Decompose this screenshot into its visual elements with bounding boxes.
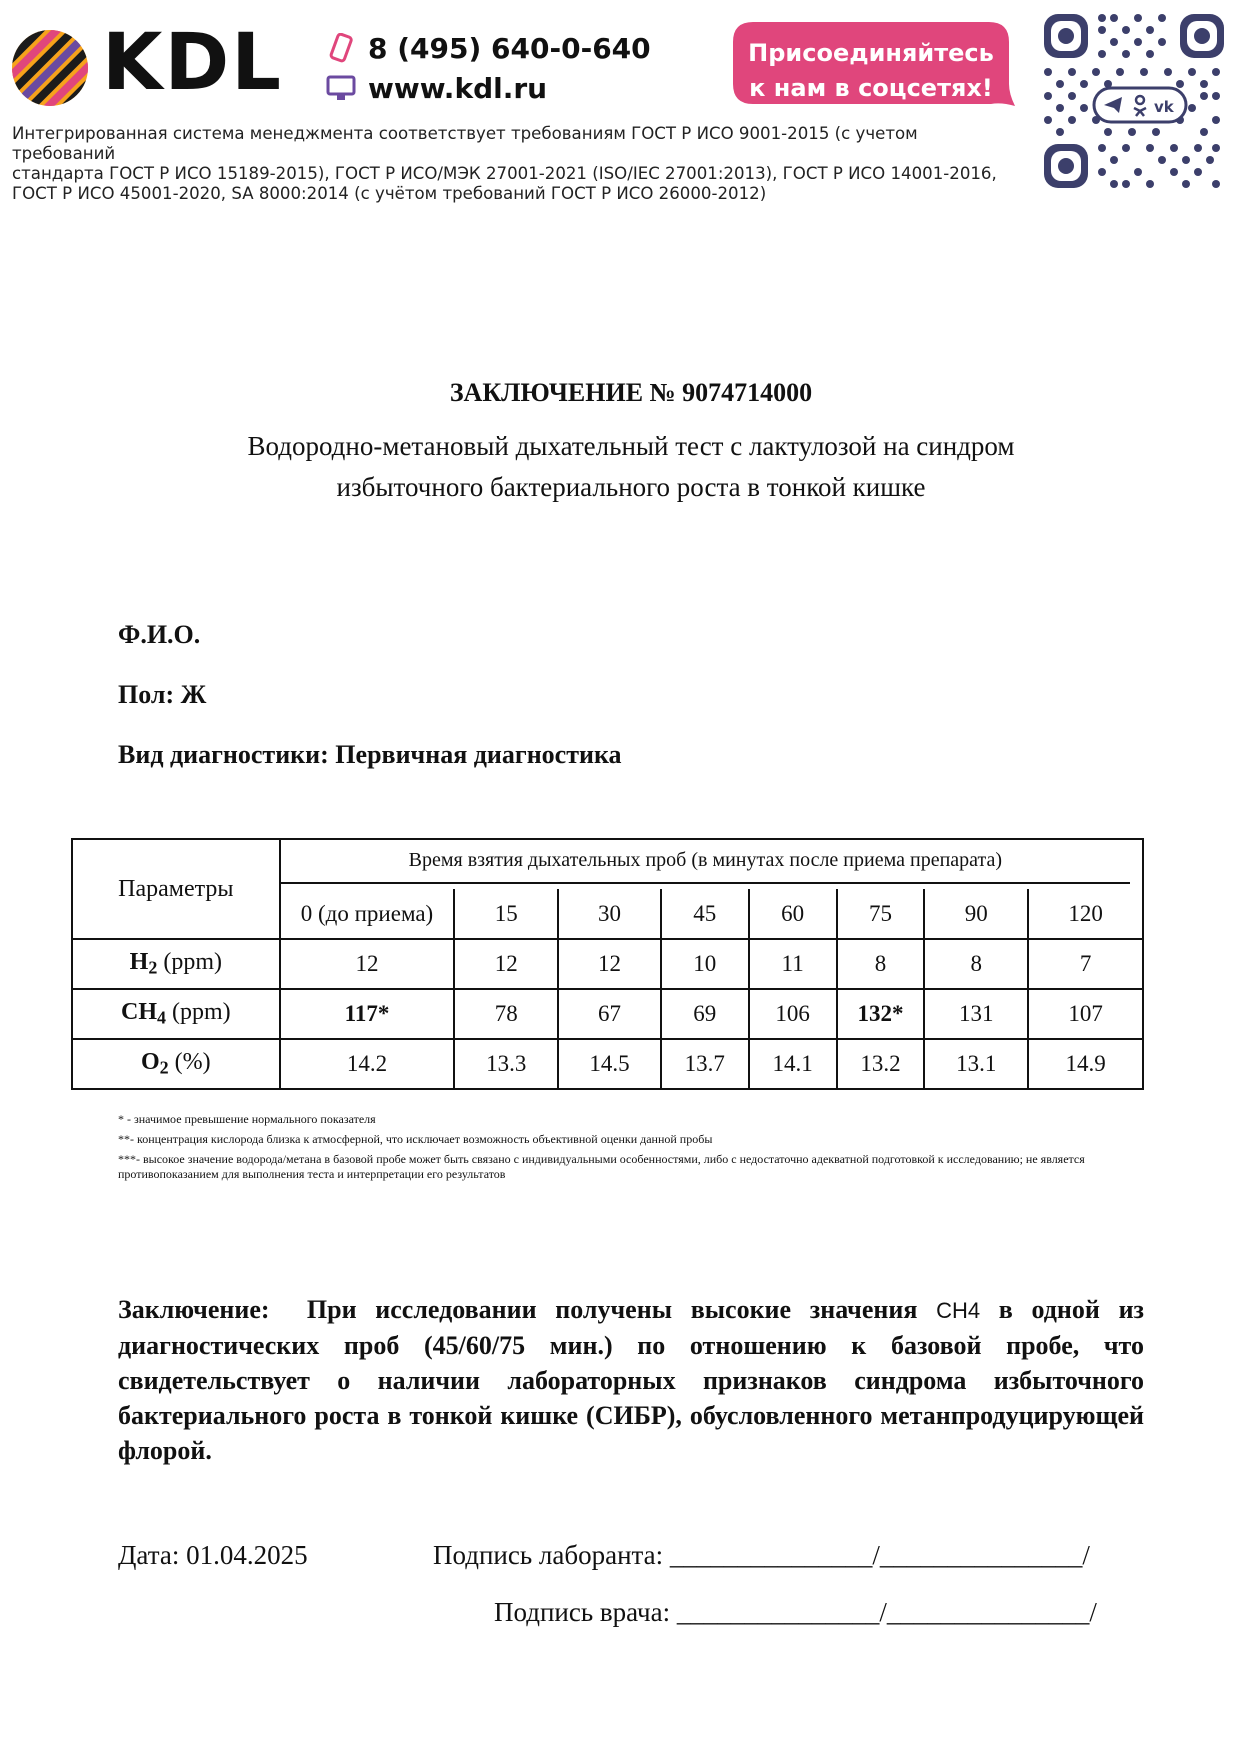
monitor-icon: [326, 73, 356, 103]
results-table: [71, 838, 1144, 1090]
patient-name-label: Ф.И.О.: [118, 620, 201, 649]
row-label-ch4: [72, 989, 280, 1039]
contacts: [326, 28, 651, 108]
label-main: CH: [121, 999, 157, 1026]
doctor-signature-field: Подпись врача: _______________/_______________/: [494, 1597, 1097, 1627]
iso-line-1: Интегрированная система менеджмента соответствует требованиям ГОСТ Р ИСО 9001-2015 (с учетом требований: [12, 124, 918, 163]
label-unit: (ppm): [166, 999, 231, 1026]
logo-text: KDL: [102, 18, 283, 108]
label-sub: 2: [148, 957, 158, 978]
kdl-logo: [10, 18, 283, 108]
params-header: Параметры: [72, 839, 280, 939]
footnote-2: **- концентрация кислорода близка к атмосферной, что исключает возможность объективной оценки данной пробы: [118, 1132, 713, 1146]
value-cell: 14.5: [558, 1039, 661, 1089]
value-cell: 13.2: [837, 1039, 925, 1089]
time-cell: 60: [749, 889, 837, 939]
value-cell: 7: [1028, 939, 1143, 989]
footnote-3: ***- высокое значение водорода/метана в базовой пробе может быть связано с индивидуальными особенностями, либо с недостаточно адекватной подготовкой к исследованию; не является противопоказанием для выполнения теста и интерпретации его результатов: [118, 1152, 1085, 1181]
footnote-1: * - значимое превышение нормального показателя: [118, 1112, 376, 1126]
footnotes: [118, 1112, 1128, 1187]
qr-code[interactable]: [1042, 12, 1226, 190]
time-header: [280, 839, 1143, 889]
social-text: [733, 36, 1009, 106]
time-cell: 30: [558, 889, 661, 939]
value-cell: 69: [661, 989, 749, 1039]
value-cell: 106: [749, 989, 837, 1039]
logo-sphere-icon: [10, 28, 90, 108]
phone-icon: [326, 33, 356, 63]
phone-row[interactable]: [326, 28, 651, 68]
row-label-h2: [72, 939, 280, 989]
value-cell: 14.2: [280, 1039, 455, 1089]
iso-certification-text: [12, 124, 1022, 204]
social-banner[interactable]: [733, 22, 1023, 118]
svg-text:vk: vk: [1154, 98, 1174, 116]
value-cell: 8: [924, 939, 1028, 989]
conclusion-paragraph: [118, 1292, 1144, 1468]
value-cell: 10: [661, 939, 749, 989]
document-title: ЗАКЛЮЧЕНИЕ № 9074714000: [449, 378, 813, 407]
conclusion-label: Заключение:: [118, 1295, 270, 1324]
lab-signature-field: Подпись лаборанта: _______________/_______________/: [433, 1540, 1090, 1570]
value-cell: 13.7: [661, 1039, 749, 1089]
conclusion-ch4: CH4: [936, 1298, 981, 1323]
label-sub: 2: [159, 1057, 169, 1078]
value-cell: 13.3: [454, 1039, 558, 1089]
document-subtitle: [0, 426, 1241, 508]
table-header-row: [72, 839, 1143, 889]
value-cell: 107: [1028, 989, 1143, 1039]
value-cell: 14.1: [749, 1039, 837, 1089]
phone-number[interactable]: 8 (495) 640-0-640: [368, 31, 651, 65]
time-cell: 45: [661, 889, 749, 939]
value-cell: 12: [454, 939, 558, 989]
time-cell: 0 (до приема): [280, 889, 455, 939]
website-link[interactable]: www.kdl.ru: [368, 71, 548, 105]
subtitle-line-1: Водородно-метановый дыхательный тест с лактулозой на синдром: [247, 431, 1015, 461]
diagnostics-type-label: Вид диагностики: Первичная диагностика: [118, 740, 622, 769]
iso-line-3: ГОСТ Р ИСО 45001-2020, SA 8000:2014 (с учётом требований ГОСТ Р ИСО 26000-2012): [12, 184, 767, 203]
time-cell: 15: [454, 889, 558, 939]
time-cell: 120: [1028, 889, 1143, 939]
label-unit: (%): [168, 1049, 211, 1076]
row-label-o2: [72, 1039, 280, 1089]
social-line-2: к нам в соцсетях!: [749, 74, 993, 102]
value-cell: 8: [837, 939, 925, 989]
value-cell: 14.9: [1028, 1039, 1143, 1089]
table-row-h2: [72, 939, 1143, 989]
website-row[interactable]: [326, 68, 651, 108]
value-cell: 12: [558, 939, 661, 989]
conclusion-text-after: в одной из диагностических проб (45/60/75 мин.) по отношению к базовой пробе, что свидетельствует о наличии лабораторных признаков синдрома избыточного бактериального роста в тонкой кишке (СИБР), обусловленного метанпродуцирующей флорой.: [118, 1295, 1144, 1465]
value-cell: 67: [558, 989, 661, 1039]
time-cell: 75: [837, 889, 925, 939]
value-cell-significant: 132*: [837, 989, 925, 1039]
subtitle-line-2: избыточного бактериального роста в тонкой кишке: [336, 472, 926, 502]
label-main: O: [141, 1049, 160, 1076]
time-cell: 90: [924, 889, 1028, 939]
conclusion-text-before: При исследовании получены высокие значения: [306, 1295, 937, 1324]
time-header-text: Время взятия дыхательных проб (в минутах после приема препарата): [281, 849, 1130, 884]
patient-sex-label: Пол: Ж: [118, 680, 207, 709]
value-cell-significant: 117*: [280, 989, 455, 1039]
table-row-ch4: [72, 989, 1143, 1039]
vk-icon[interactable]: [1154, 98, 1175, 116]
table-row-o2: [72, 1039, 1143, 1089]
value-cell: 12: [280, 939, 455, 989]
iso-line-2: стандарта ГОСТ Р ИСО 15189-2015), ГОСТ Р ИСО/МЭК 27001-2021 (ISO/IEC 27001:2013), ГОСТ Р ИСО 14001-2016,: [12, 164, 997, 183]
value-cell: 13.1: [924, 1039, 1028, 1089]
date-field: Дата: 01.04.2025: [118, 1540, 308, 1570]
label-main: H: [129, 949, 149, 976]
value-cell: 78: [454, 989, 558, 1039]
value-cell: 11: [749, 939, 837, 989]
value-cell: 131: [924, 989, 1028, 1039]
label-sub: 4: [157, 1007, 166, 1028]
label-unit: (ppm): [157, 949, 222, 976]
social-line-1: Присоединяйтесь: [748, 39, 994, 67]
